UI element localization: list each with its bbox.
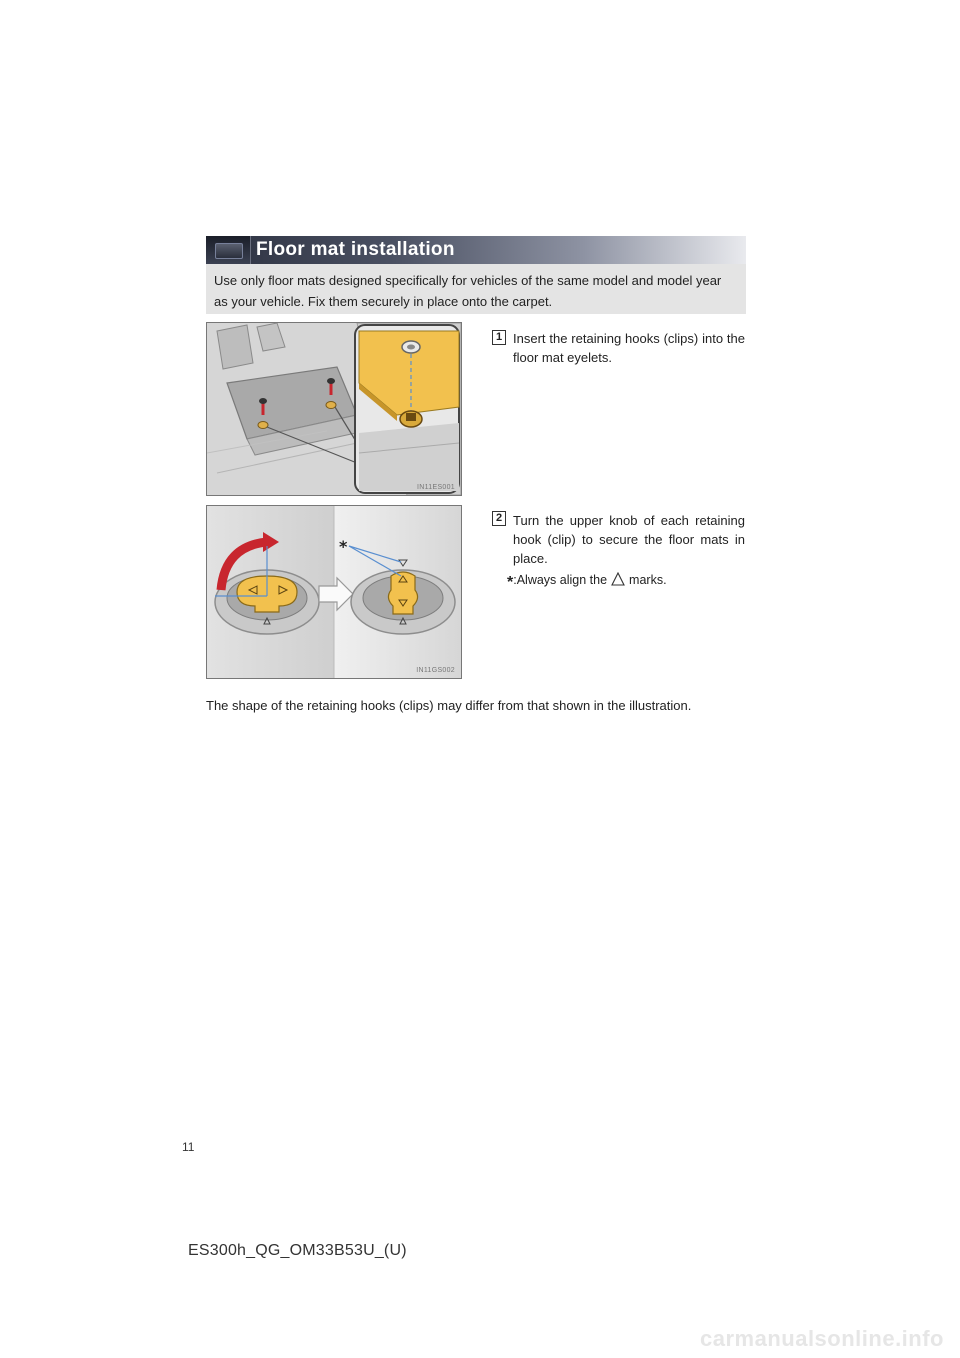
- section-title: Floor mat installation: [256, 239, 455, 260]
- page-number: 11: [182, 1140, 195, 1154]
- document-code: ES300h_QG_OM33B53U_(U): [188, 1242, 407, 1259]
- step-number-badge: 1: [492, 330, 506, 345]
- note-suffix: marks.: [629, 573, 667, 587]
- step-1-text: Insert the retaining hooks (clips) into the floor mat eyelets.: [513, 331, 745, 365]
- note-prefix: :Always align the: [513, 573, 608, 587]
- illustration-disclaimer: The shape of the retaining hooks (clips) may differ from that shown in the illustration.: [206, 698, 692, 713]
- intro-text: Use only floor mats designed specifically for vehicles of the same model and model year as your vehicle. Fix them securely in place onto the carpet.: [206, 264, 746, 314]
- step-number-badge: 2: [492, 511, 506, 526]
- note-asterisk: *: [507, 574, 514, 591]
- watermark-text: carmanualsonline.info: [700, 1326, 944, 1351]
- figure-code: IN11ES001: [417, 484, 455, 491]
- step-2-text: Turn the upper knob of each retaining hook (clip) to secure the floor mats in place.: [513, 513, 745, 566]
- svg-text:*: *: [339, 537, 348, 556]
- figure-code: IN11GS002: [416, 667, 455, 674]
